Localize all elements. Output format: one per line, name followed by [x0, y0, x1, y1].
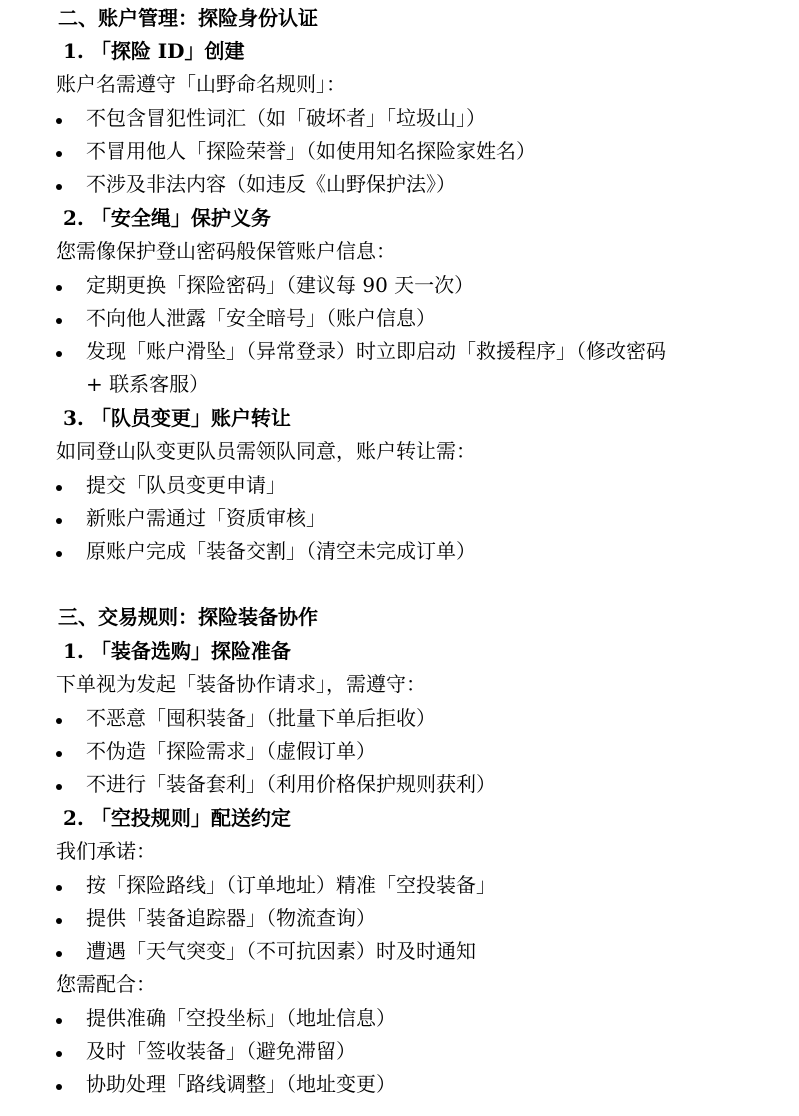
bullet-dot [56, 351, 62, 357]
subsection-heading: 3. 「队员变更」账户转让 [63, 406, 291, 430]
list-item: 协助处理「路线调整」（地址变更） [86, 1072, 396, 1096]
list-item-continuation: + 联系客服） [86, 372, 210, 396]
list-item: 不涉及非法内容（如违反《山野保护法》） [86, 172, 456, 196]
bullet-dot [56, 551, 62, 557]
list-item: 按「探险路线」（订单地址）精准「空投装备」 [86, 873, 496, 897]
paragraph: 下单视为发起「装备协作请求」，需遵守： [56, 672, 426, 696]
section-heading: 三、交易规则：探险装备协作 [58, 605, 318, 629]
list-item: 提供准确「空投坐标」（地址信息） [86, 1006, 396, 1030]
list-item: 原账户完成「装备交割」（清空未完成订单） [86, 539, 476, 563]
bullet-dot [56, 885, 62, 891]
bullet-dot [56, 918, 62, 924]
paragraph: 如同登山队变更队员需领队同意，账户转让需： [56, 439, 476, 463]
list-item: 不进行「装备套利」（利用价格保护规则获利） [86, 772, 496, 796]
paragraph: 账户名需遵守「山野命名规则」： [56, 72, 346, 96]
subsection-heading: 1. 「装备选购」探险准备 [63, 639, 291, 663]
bullet-dot [56, 718, 62, 724]
list-item: 定期更换「探险密码」（建议每 90 天一次） [86, 273, 475, 297]
bullet-dot [56, 151, 62, 157]
bullet-dot [56, 751, 62, 757]
bullet-dot [56, 1018, 62, 1024]
bullet-dot [56, 1051, 62, 1057]
list-item: 提供「装备追踪器」（物流查询） [86, 906, 376, 930]
bullet-dot [56, 485, 62, 491]
list-item: 新账户需通过「资质审核」 [86, 506, 326, 530]
section-heading: 二、账户管理：探险身份认证 [58, 6, 318, 30]
paragraph: 我们承诺： [56, 839, 156, 863]
list-item: 不伪造「探险需求」（虚假订单） [86, 739, 376, 763]
bullet-dot [56, 784, 62, 790]
subsection-heading: 2. 「空投规则」配送约定 [63, 806, 291, 830]
bullet-dot [56, 951, 62, 957]
list-item: 不向他人泄露「安全暗号」（账户信息） [86, 306, 436, 330]
list-item: 提交「队员变更申请」 [86, 473, 286, 497]
subsection-heading: 1. 「探险 ID」创建 [63, 39, 245, 63]
list-item: 不包含冒犯性词汇（如「破坏者」「垃圾山」） [86, 106, 486, 130]
bullet-dot [56, 1084, 62, 1090]
bullet-dot [56, 118, 62, 124]
bullet-dot [56, 318, 62, 324]
paragraph: 您需配合： [56, 972, 156, 996]
list-item: 遭遇「天气突变」（不可抗因素）时及时通知 [86, 939, 476, 963]
bullet-dot [56, 518, 62, 524]
bullet-dot [56, 285, 62, 291]
list-item: 发现「账户滑坠」（异常登录）时立即启动「救援程序」（修改密码 [86, 339, 666, 363]
list-item: 不冒用他人「探险荣誉」（如使用知名探险家姓名） [86, 139, 536, 163]
bullet-dot [56, 184, 62, 190]
list-item: 不恶意「囤积装备」（批量下单后拒收） [86, 706, 436, 730]
subsection-heading: 2. 「安全绳」保护义务 [63, 206, 271, 230]
paragraph: 您需像保护登山密码般保管账户信息： [56, 239, 396, 263]
list-item: 及时「签收装备」（避免滞留） [86, 1039, 356, 1063]
